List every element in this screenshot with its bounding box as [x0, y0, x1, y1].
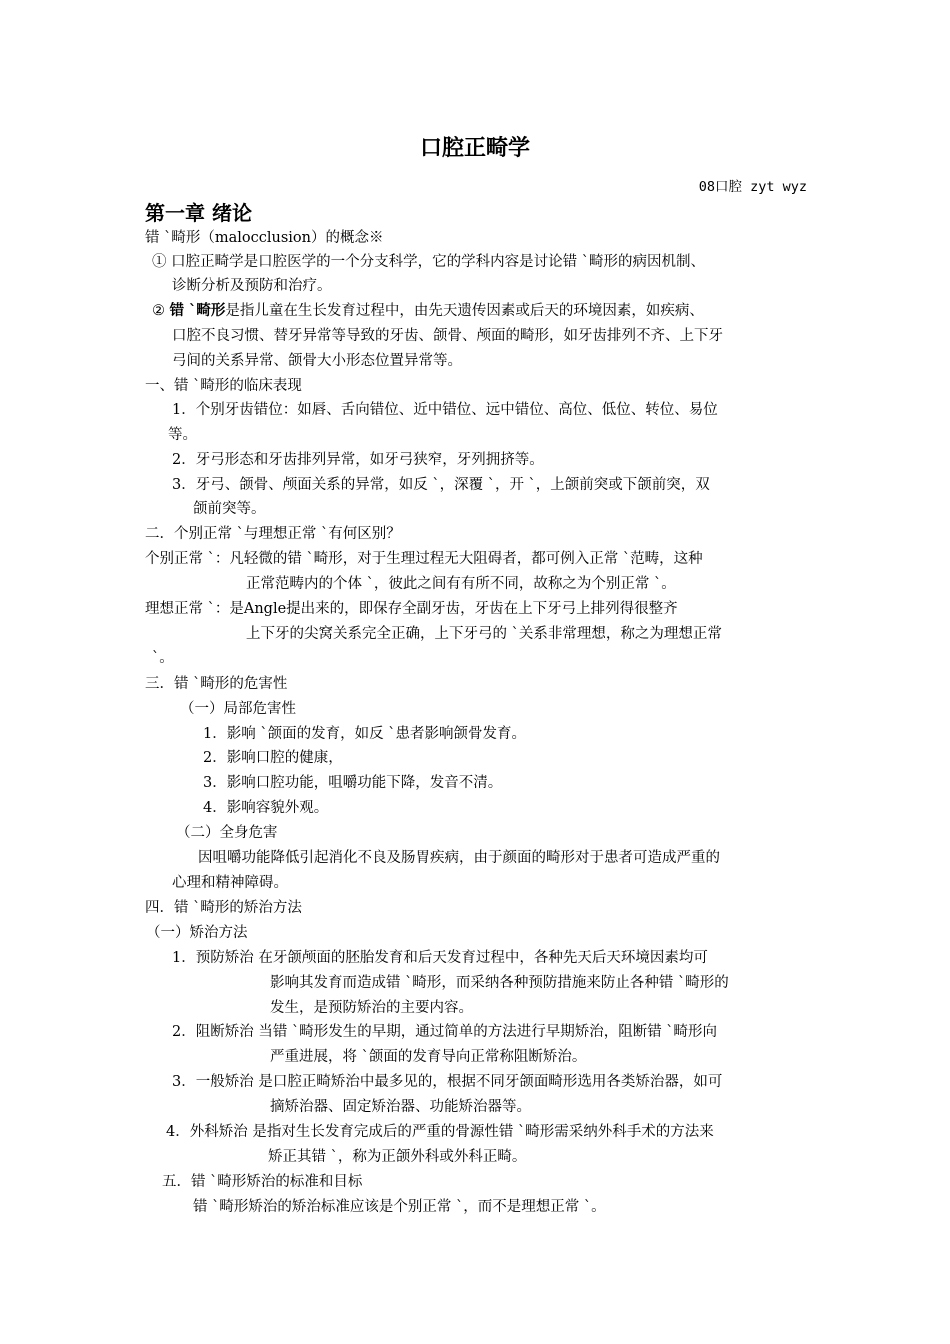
author-line: 08口腔 zyt wyz [698, 179, 807, 195]
section-3-item-1: 1．影响 ˋ颌面的发育，如反 ˋ患者影响颌骨发育。 [203, 726, 526, 742]
section-2-individual-normal: 个别正常 ˋ：凡轻微的错 ˋ畸形，对于生理过程无大阻碍者，都可例入正常 ˋ范畴，这种 [145, 551, 703, 567]
section-4-item-3: 3．一般矫治 是口腔正畸矫治中最多见的，根据不同牙颌面畸形选用各类矫治器，如可 [172, 1074, 723, 1090]
section-3-sub-2-text-cont: 心理和精神障碍。 [172, 875, 288, 891]
concept-item-2-cont-1: 口腔不良习惯、替牙异常等导致的牙齿、颌骨、颅面的畸形，如牙齿排列不齐、上下牙 [172, 328, 723, 344]
concept-item-2-text: 是指儿童在生长发育过程中，由先天遗传因素或后天的环境因素，如疾病、 [225, 303, 704, 319]
section-4-item-1-cont-2: 发生，是预防矫治的主要内容。 [270, 1000, 473, 1016]
section-2-heading: 二．个别正常 ˋ与理想正常 ˋ有何区别？ [145, 526, 401, 542]
concept-item-2-marker: ② [152, 303, 170, 319]
section-4-item-4-cont: 矫正其错 ˋ，称为正颌外科或外科正畸。 [268, 1149, 527, 1165]
section-4-item-2-cont: 严重进展，将 ˋ颌面的发育导向正常称阻断矫治。 [270, 1049, 587, 1065]
section-1-item-3: 3．牙弓、颌骨、颅面关系的异常，如反 ˋ，深覆 ˋ，开 ˋ，上颌前突或下颌前突，双 [172, 477, 710, 493]
concept-item-2-cont-2: 弓间的关系异常、颌骨大小形态位置异常等。 [172, 353, 462, 369]
section-1-heading: 一、错 ˋ畸形的临床表现 [145, 378, 302, 394]
section-1-item-3-cont: 颌前突等。 [193, 501, 266, 517]
section-3-sub-2: （二）全身危害 [176, 825, 278, 841]
section-3-sub-2-text: 因咀嚼功能降低引起消化不良及肠胃疾病，由于颜面的畸形对于患者可造成严重的 [198, 850, 720, 866]
section-3-sub-1: （一）局部危害性 [180, 701, 296, 717]
concept-item-2-term: 错 ˋ畸形 [169, 303, 226, 319]
concept-heading: 错 ˋ畸形（malocclusion）的概念※ [145, 230, 384, 246]
section-1-item-1: 1．个别牙齿错位：如唇、舌向错位、近中错位、远中错位、高位、低位、转位、易位 [172, 402, 718, 418]
section-4-item-1: 1．预防矫治 在牙颌颅面的胚胎发育和后天发育过程中，各种先天后天环境因素均可 [172, 950, 708, 966]
section-4-item-2: 2．阻断矫治 当错 ˋ畸形发生的早期，通过简单的方法进行早期矫治，阻断错 ˋ畸形向 [172, 1024, 718, 1040]
section-1-item-1-cont: 等。 [168, 427, 197, 443]
section-3-item-3: 3．影响口腔功能，咀嚼功能下降，发音不清。 [203, 775, 503, 791]
section-4-item-4: 4．外科矫治 是指对生长发育完成后的严重的骨源性错 ˋ畸形需采纳外科手术的方法来 [166, 1124, 714, 1140]
section-5-text: 错 ˋ畸形矫治的矫治标准应该是个别正常 ˋ，而不是理想正常 ˋ。 [193, 1199, 606, 1215]
section-4-sub-1: （一）矫治方法 [146, 925, 248, 941]
chapter-heading: 第一章 绪论 [145, 201, 252, 225]
section-4-item-3-cont: 摘矫治器、固定矫治器、功能矫治器等。 [270, 1099, 531, 1115]
section-3-item-2: 2．影响口腔的健康， [203, 750, 343, 766]
section-3-item-4: 4．影响容貌外观。 [203, 800, 329, 816]
concept-item-1: ① 口腔正畸学是口腔医学的一个分支科学，它的学科内容是讨论错 ˋ畸形的病因机制、 [152, 254, 705, 270]
concept-item-1-cont: 诊断分析及预防和治疗。 [172, 278, 332, 294]
concept-item-2 [152, 301, 704, 321]
section-2-ideal-normal-end: ˋ。 [152, 650, 174, 666]
section-2-ideal-normal-cont: 上下牙的尖窝关系完全正确，上下牙弓的 ˋ关系非常理想，称之为理想正常 [246, 626, 722, 642]
section-4-heading: 四．错 ˋ畸形的矫治方法 [145, 900, 302, 916]
section-4-item-1-cont-1: 影响其发育而造成错 ˋ畸形，而采纳各种预防措施来防止各种错 ˋ畸形的 [270, 975, 729, 991]
section-2-ideal-normal: 理想正常 ˋ：是Angle提出来的，即保存全副牙齿，牙齿在上下牙弓上排列得很整齐 [145, 601, 678, 617]
section-2-individual-normal-cont: 正常范畴内的个体 ˋ，彼此之间有有所不同，故称之为个别正常 ˋ。 [246, 576, 676, 592]
document-title: 口腔正畸学 [419, 136, 530, 161]
section-3-heading: 三．错 ˋ畸形的危害性 [145, 676, 288, 692]
section-1-item-2: 2．牙弓形态和牙齿排列异常，如牙弓狭窄，牙列拥挤等。 [172, 452, 544, 468]
section-5-heading: 五．错 ˋ畸形矫治的标准和目标 [162, 1174, 363, 1190]
